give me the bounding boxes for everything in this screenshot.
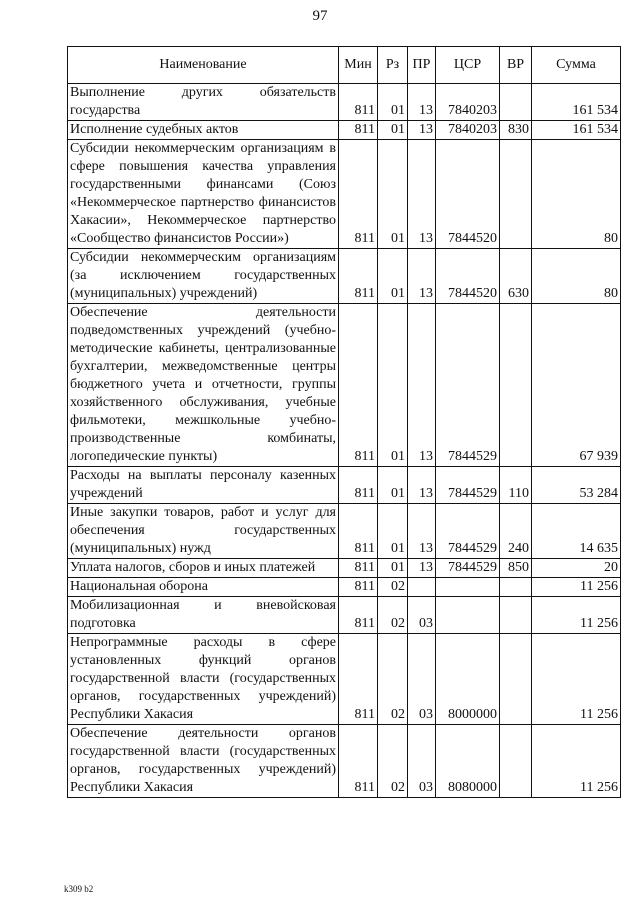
row-min-cell: 811 xyxy=(339,304,378,467)
row-vr-cell: 830 xyxy=(500,121,532,140)
table-row xyxy=(68,559,621,578)
row-name-cell: Уплата налогов, сборов и иных платежей xyxy=(68,559,339,578)
row-name-cell: Выполнение других обязательств государства xyxy=(68,84,339,121)
row-pr-cell: 13 xyxy=(408,84,436,121)
table-row xyxy=(68,597,621,634)
row-vr-cell xyxy=(500,634,532,725)
row-min-cell: 811 xyxy=(339,140,378,249)
row-sum-cell: 161 534 xyxy=(532,121,621,140)
row-csr-cell: 7840203 xyxy=(436,121,500,140)
row-vr-cell xyxy=(500,140,532,249)
row-rz-cell: 01 xyxy=(378,121,408,140)
row-rz-cell: 02 xyxy=(378,578,408,597)
row-pr-cell: 03 xyxy=(408,634,436,725)
row-name-cell: Субсидии некоммерческим организациям в сфере повышения качества управления государственными финансами (Союз «Некоммерческое партнерство финансистов Хакасии», Некоммерческое партнерство «Сообщество финансистов России») xyxy=(68,140,339,249)
table-row xyxy=(68,578,621,597)
table-row xyxy=(68,634,621,725)
table-row xyxy=(68,249,621,304)
row-rz-cell: 02 xyxy=(378,725,408,798)
row-vr-cell: 630 xyxy=(500,249,532,304)
header-pr: ПР xyxy=(408,47,436,84)
row-min-cell: 811 xyxy=(339,121,378,140)
row-pr-cell: 13 xyxy=(408,140,436,249)
row-rz-cell: 01 xyxy=(378,304,408,467)
row-csr-cell: 7844529 xyxy=(436,304,500,467)
row-pr-cell: 13 xyxy=(408,559,436,578)
row-rz-cell: 01 xyxy=(378,559,408,578)
row-sum-cell: 11 256 xyxy=(532,597,621,634)
table-row xyxy=(68,304,621,467)
row-name-cell: Иные закупки товаров, работ и услуг для обеспечения государственных (муниципальных) нужд xyxy=(68,504,339,559)
row-csr-cell: 7844529 xyxy=(436,504,500,559)
row-vr-cell xyxy=(500,304,532,467)
table-row xyxy=(68,467,621,504)
row-csr-cell: 7844520 xyxy=(436,249,500,304)
row-vr-cell xyxy=(500,725,532,798)
header-name: Наименование xyxy=(68,47,339,84)
row-csr-cell: 7840203 xyxy=(436,84,500,121)
row-min-cell: 811 xyxy=(339,249,378,304)
row-csr-cell: 7844529 xyxy=(436,467,500,504)
row-csr-cell xyxy=(436,597,500,634)
row-vr-cell: 850 xyxy=(500,559,532,578)
row-name-cell: Мобилизационная и вневойсковая подготовка xyxy=(68,597,339,634)
header-vr: ВР xyxy=(500,47,532,84)
row-name-cell: Обеспечение деятельности подведомственных учреждений (учебно-методические кабинеты, централизованные бухгалтерии, межведомственные центры бюджетного учета и отчетности, группы хозяйственного обслуживания, учебные фильмотеки, межшкольные учебно-производственные комбинаты, логопедические пункты) xyxy=(68,304,339,467)
row-vr-cell: 110 xyxy=(500,467,532,504)
row-pr-cell: 03 xyxy=(408,725,436,798)
row-rz-cell: 01 xyxy=(378,504,408,559)
row-vr-cell xyxy=(500,597,532,634)
row-csr-cell: 8000000 xyxy=(436,634,500,725)
row-vr-cell xyxy=(500,84,532,121)
row-min-cell: 811 xyxy=(339,559,378,578)
row-vr-cell xyxy=(500,578,532,597)
row-name-cell: Национальная оборона xyxy=(68,578,339,597)
row-csr-cell: 7844520 xyxy=(436,140,500,249)
header-rz: Рз xyxy=(378,47,408,84)
table-row xyxy=(68,84,621,121)
row-pr-cell: 13 xyxy=(408,467,436,504)
row-sum-cell: 53 284 xyxy=(532,467,621,504)
row-rz-cell: 02 xyxy=(378,597,408,634)
row-name-cell: Исполнение судебных актов xyxy=(68,121,339,140)
row-sum-cell: 11 256 xyxy=(532,634,621,725)
row-name-cell: Обеспечение деятельности органов государственной власти (государственных органов, государственных учреждений) Республики Хакасия xyxy=(68,725,339,798)
row-sum-cell: 161 534 xyxy=(532,84,621,121)
table-body xyxy=(68,84,621,798)
row-sum-cell: 80 xyxy=(532,249,621,304)
table-row xyxy=(68,140,621,249)
row-sum-cell: 11 256 xyxy=(532,725,621,798)
row-sum-cell: 80 xyxy=(532,140,621,249)
row-rz-cell: 01 xyxy=(378,249,408,304)
row-min-cell: 811 xyxy=(339,84,378,121)
row-sum-cell: 14 635 xyxy=(532,504,621,559)
header-csr: ЦСР xyxy=(436,47,500,84)
table-header-row xyxy=(68,47,621,84)
row-pr-cell xyxy=(408,578,436,597)
row-vr-cell: 240 xyxy=(500,504,532,559)
row-rz-cell: 01 xyxy=(378,140,408,249)
row-csr-cell xyxy=(436,578,500,597)
row-name-cell: Расходы на выплаты персоналу казенных учреждений xyxy=(68,467,339,504)
row-min-cell: 811 xyxy=(339,597,378,634)
header-min: Мин xyxy=(339,47,378,84)
row-pr-cell: 13 xyxy=(408,121,436,140)
table-row xyxy=(68,725,621,798)
row-sum-cell: 11 256 xyxy=(532,578,621,597)
row-min-cell: 811 xyxy=(339,725,378,798)
row-pr-cell: 03 xyxy=(408,597,436,634)
budget-table xyxy=(67,46,621,798)
table-row xyxy=(68,504,621,559)
row-csr-cell: 8080000 xyxy=(436,725,500,798)
table-row xyxy=(68,121,621,140)
row-min-cell: 811 xyxy=(339,634,378,725)
row-min-cell: 811 xyxy=(339,504,378,559)
row-pr-cell: 13 xyxy=(408,504,436,559)
row-pr-cell: 13 xyxy=(408,249,436,304)
row-min-cell: 811 xyxy=(339,467,378,504)
footer-code: k309 b2 xyxy=(64,884,94,894)
row-rz-cell: 01 xyxy=(378,84,408,121)
row-min-cell: 811 xyxy=(339,578,378,597)
header-sum: Сумма xyxy=(532,47,621,84)
row-sum-cell: 20 xyxy=(532,559,621,578)
row-rz-cell: 01 xyxy=(378,467,408,504)
page-number: 97 xyxy=(312,8,328,24)
row-rz-cell: 02 xyxy=(378,634,408,725)
row-csr-cell: 7844529 xyxy=(436,559,500,578)
row-name-cell: Непрограммные расходы в сфере установленных функций органов государственной власти (государственных органов, государственных учреждений) Республики Хакасия xyxy=(68,634,339,725)
row-pr-cell: 13 xyxy=(408,304,436,467)
row-sum-cell: 67 939 xyxy=(532,304,621,467)
row-name-cell: Субсидии некоммерческим организациям (за исключением государственных (муниципальных) учреждений) xyxy=(68,249,339,304)
